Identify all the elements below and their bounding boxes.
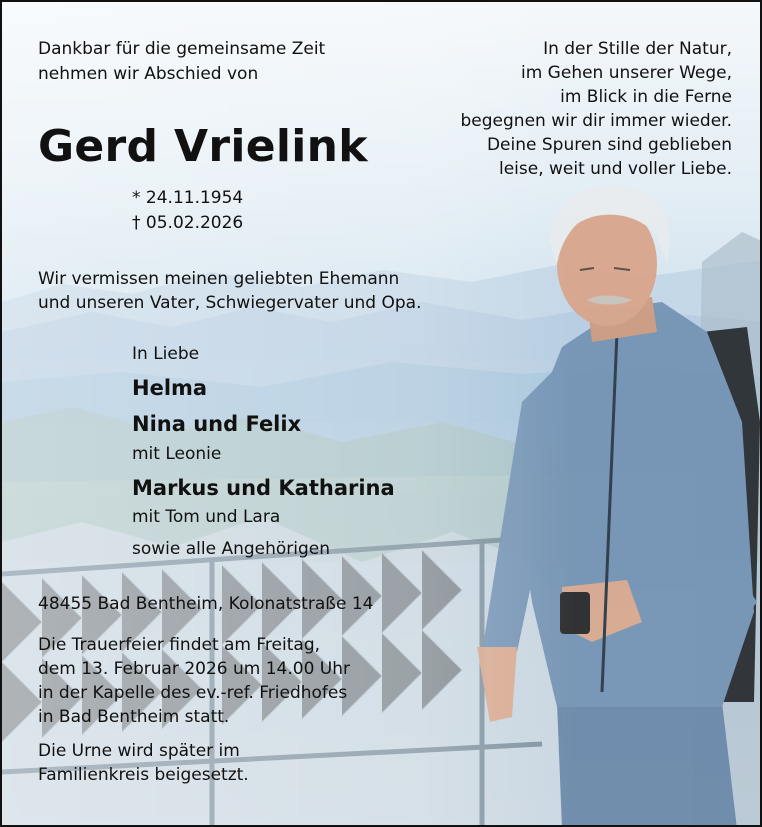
- intro-line-1: Dankbar für die gemeinsame Zeit: [38, 39, 326, 59]
- family-name-markus-katharina: Markus und Katharina: [132, 476, 395, 500]
- in-love-label: In Liebe: [132, 344, 200, 364]
- message-line-2: und unseren Vater, Schwiegervater und Opa.: [38, 293, 422, 313]
- funeral-line-5: Die Urne wird später im: [38, 741, 240, 761]
- poem-line-1: In der Stille der Natur,: [543, 39, 732, 59]
- message-line-1: Wir vermissen meinen geliebten Ehemann: [38, 269, 400, 289]
- funeral-line-2: dem 13. Februar 2026 um 14.00 Uhr: [38, 659, 351, 679]
- funeral-line-1: Die Trauerfeier findet am Freitag,: [38, 635, 321, 655]
- poem-line-6: leise, weit und voller Liebe.: [499, 159, 732, 179]
- deceased-name: Gerd Vrielink: [38, 121, 368, 172]
- funeral-line-4: in Bad Bentheim statt.: [38, 707, 230, 727]
- address: 48455 Bad Bentheim, Kolonatstraße 14: [38, 594, 374, 614]
- poem-line-4: begegnen wir dir immer wieder.: [460, 111, 732, 131]
- family-name-nina-felix: Nina und Felix: [132, 412, 302, 436]
- poem-line-3: im Blick in die Ferne: [560, 87, 732, 107]
- family-sub-leonie: mit Leonie: [132, 444, 222, 464]
- death-date: † 05.02.2026: [132, 213, 244, 233]
- funeral-line-6: Familienkreis beigesetzt.: [38, 765, 249, 785]
- funeral-line-3: in der Kapelle des ev.-ref. Friedhofes: [38, 683, 348, 703]
- birth-date: * 24.11.1954: [132, 188, 244, 208]
- intro-line-2: nehmen wir Abschied von: [38, 64, 259, 84]
- poem-line-5: Deine Spuren sind geblieben: [486, 135, 732, 155]
- family-others: sowie alle Angehörigen: [132, 539, 331, 559]
- poem-line-2: im Gehen unserer Wege,: [521, 63, 732, 83]
- family-sub-tom-lara: mit Tom und Lara: [132, 507, 281, 527]
- family-name-helma: Helma: [132, 376, 208, 400]
